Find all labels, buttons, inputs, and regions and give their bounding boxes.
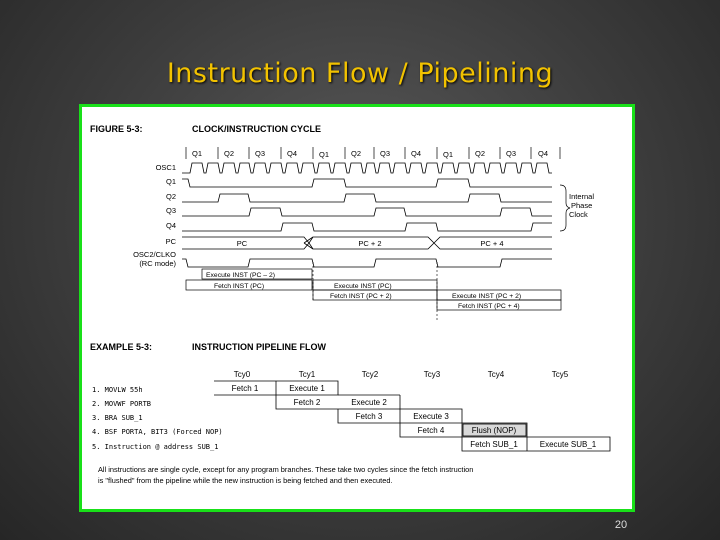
pipeline-cell: Flush (NOP) <box>471 426 517 435</box>
example-label: EXAMPLE 5-3: <box>90 342 153 352</box>
quarter-label: Q2 <box>224 149 235 158</box>
q4-waveform <box>182 223 552 231</box>
pc-value: PC + 2 <box>358 239 382 248</box>
signal-name: PC <box>165 237 176 246</box>
pipeline-instruction: 3. BRA SUB_1 <box>92 414 143 422</box>
signal-name: OSC2/CLKO <box>133 250 176 259</box>
cycle-header: Tcy2 <box>361 370 379 379</box>
pipeline-cell: Execute 2 <box>351 398 387 407</box>
instr-label: Execute INST (PC – 2) <box>206 272 276 279</box>
pipeline-cell: Execute 1 <box>289 384 325 393</box>
pipeline-cell: Fetch 2 <box>293 398 321 407</box>
quarter-label: Q3 <box>506 149 517 158</box>
cycle-header: Tcy1 <box>298 370 316 379</box>
signal-name: Q3 <box>165 206 176 215</box>
pipeline-instruction: 2. MOVWF PORTB <box>92 400 152 408</box>
quarter-label: Q4 <box>287 149 298 158</box>
brace-note-line: Internal <box>569 192 595 201</box>
pipeline-cell: Fetch SUB_1 <box>470 440 518 449</box>
osc1-waveform <box>182 163 552 173</box>
quarter-label: Q3 <box>255 149 266 158</box>
pipeline-instruction: 1. MOVLW 55h <box>92 386 143 394</box>
instr-label: Execute INST (PC) <box>334 283 392 290</box>
figure-frame <box>79 104 635 512</box>
cycle-header: Tcy5 <box>551 370 569 379</box>
datasheet-figure <box>82 107 632 509</box>
brace-note-line: Clock <box>569 210 588 219</box>
slide-title: Instruction Flow / Pipelining <box>166 58 554 89</box>
quarter-label: Q2 <box>475 149 486 158</box>
pipeline-note-line: is "flushed" from the pipeline while the new instruction is being fetched and then executed. <box>98 476 393 485</box>
signal-name: (RC mode) <box>139 259 176 268</box>
quarter-label: Q3 <box>380 149 391 158</box>
pipeline-cell: Fetch 3 <box>355 412 383 421</box>
pipeline-cell: Execute SUB_1 <box>539 440 597 449</box>
slide-number: 20 <box>614 519 628 531</box>
cycle-header: Tcy3 <box>423 370 441 379</box>
instr-label: Fetch INST (PC) <box>214 283 265 290</box>
q1-waveform <box>182 179 552 187</box>
quarter-label: Q4 <box>538 149 549 158</box>
q2-waveform <box>182 194 552 202</box>
figure-label: FIGURE 5-3: <box>90 124 143 134</box>
quarter-label: Q1 <box>319 150 330 159</box>
instr-label: Fetch INST (PC + 2) <box>330 293 392 300</box>
signal-name: OSC1 <box>155 163 176 172</box>
quarter-label: Q2 <box>351 149 362 158</box>
pipeline-note-line: All instructions are single cycle, except for any program branches. These take two cycles since the fetch instruction <box>98 465 474 474</box>
signal-name: Q2 <box>165 192 176 201</box>
osc2-waveform <box>182 259 552 267</box>
q3-waveform <box>182 208 552 216</box>
example-title: INSTRUCTION PIPELINE FLOW <box>192 342 326 352</box>
pc-value: PC <box>236 239 248 248</box>
instr-label: Fetch INST (PC + 4) <box>458 303 520 310</box>
pc-value: PC + 4 <box>480 239 504 248</box>
signal-name: Q1 <box>165 177 176 186</box>
cycle-header: Tcy4 <box>487 370 505 379</box>
quarter-label: Q1 <box>443 150 454 159</box>
pipeline-cell: Execute 3 <box>413 412 449 421</box>
pipeline-instruction: 4. BSF PORTA, BIT3 (Forced NOP) <box>92 428 223 436</box>
instr-label: Execute INST (PC + 2) <box>452 293 522 300</box>
figure-title: CLOCK/INSTRUCTION CYCLE <box>192 124 321 134</box>
quarter-label: Q4 <box>411 149 422 158</box>
pipeline-instruction: 5. Instruction @ address SUB_1 <box>92 443 219 451</box>
cycle-header: Tcy0 <box>233 370 251 379</box>
brace-note-line: Phase <box>571 201 593 210</box>
signal-name: Q4 <box>165 221 176 230</box>
quarter-label: Q1 <box>192 149 203 158</box>
pipeline-cell: Fetch 4 <box>417 426 445 435</box>
pipeline-cell: Fetch 1 <box>231 384 259 393</box>
